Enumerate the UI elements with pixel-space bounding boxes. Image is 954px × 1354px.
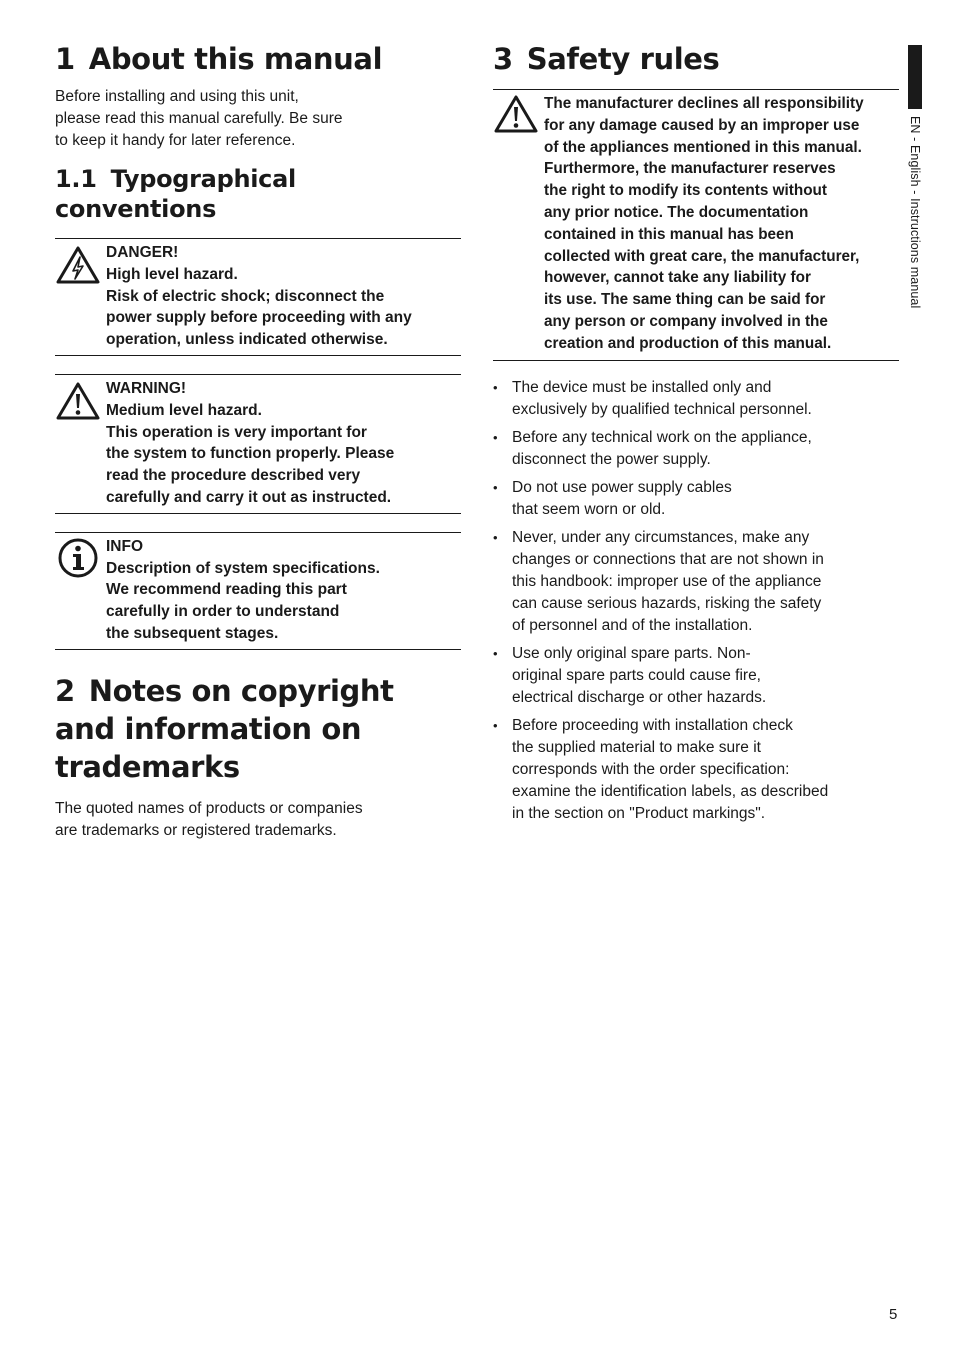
list-item-text: Use only original spare parts. Non- original spare parts could cause fire, electrical discharge or other hazards.: [512, 644, 767, 706]
section-1-intro: Before installing and using this unit, please read this manual carefully. Be sure to keep it handy for later reference.: [55, 88, 343, 149]
section-1-1-heading: [55, 164, 461, 224]
safety-disclaimer-notice: [493, 89, 899, 361]
section-3-title: Safety rules: [526, 42, 720, 76]
info-circle-icon: [56, 538, 100, 578]
right-column: [493, 40, 899, 831]
left-column: [55, 40, 461, 842]
list-item-text: The device must be installed only and exclusively by qualified technical personnel.: [512, 378, 812, 418]
safety-rules-list: [493, 377, 899, 825]
section-2-title: Notes on copyright and information on trademarks: [55, 673, 394, 784]
section-3-heading: [493, 40, 899, 78]
list-item-text: Before proceeding with installation check the supplied material to make sure it corresponds with the order specification: examine the identification labels, as described in the section on "Product markings".: [512, 716, 829, 822]
list-item-text: Do not use power supply cables that seem worn or old.: [512, 478, 732, 518]
warning-notice: [55, 374, 461, 514]
bullet-icon: •: [493, 529, 498, 545]
side-tab-marker: [908, 45, 922, 109]
info-notice: [55, 532, 461, 650]
list-item: [493, 377, 899, 421]
bullet-icon: •: [493, 379, 498, 395]
list-item: [493, 715, 899, 825]
warning-triangle-icon: [56, 381, 100, 421]
section-1-1-title: Typographical conventions: [55, 165, 296, 223]
section-1-heading: [55, 40, 461, 78]
section-1-1-number: 1.1: [55, 165, 97, 193]
info-text: INFO Description of system specifications. We recommend reading this part carefully in order to understand the subsequent stages.: [106, 537, 380, 642]
warning-triangle-icon: [494, 94, 538, 134]
bullet-icon: •: [493, 479, 498, 495]
bullet-icon: •: [493, 429, 498, 445]
page-number: 5: [889, 1306, 898, 1323]
list-item: [493, 427, 899, 471]
list-item: [493, 477, 899, 521]
danger-text: DANGER! High level hazard. Risk of electric shock; disconnect the power supply before proceeding with any operation, unless indicated otherwise.: [106, 244, 412, 349]
section-2-heading: [55, 672, 461, 786]
section-2-number: 2: [55, 673, 75, 708]
section-2-text: The quoted names of products or companies are trademarks or registered trademarks.: [55, 799, 363, 839]
warning-text: WARNING! Medium level hazard. This operation is very important for the system to function properly. Please read the procedure described very carefully and carry it out as instructed.: [106, 379, 395, 506]
list-item: [493, 527, 899, 637]
section-1-title: About this manual: [88, 42, 383, 76]
list-item-text: Before any technical work on the appliance, disconnect the power supply.: [512, 428, 812, 468]
list-item: [493, 643, 899, 709]
side-tab-label: EN - English - Instructions manual: [908, 116, 922, 309]
bullet-icon: •: [493, 645, 498, 661]
section-3-number: 3: [493, 42, 513, 76]
list-item-text: Never, under any circumstances, make any changes or connections that are not shown in this handbook: improper use of the appliance can cause serious hazards, risking the safety of personnel and of the installation.: [512, 528, 824, 634]
safety-disclaimer-text: The manufacturer declines all responsibility for any damage caused by an improper use of the appliances mentioned in this manual. Furthermore, the manufacturer reserves the right to modify its contents without any prior notice. The documentation contained in this manual has been collected with great care, the manufacturer, however, cannot take any liability for its use. The same thing can be said for any person or company involved in the creation and production of this manual.: [544, 95, 864, 352]
bullet-icon: •: [493, 717, 498, 733]
section-1-number: 1: [55, 42, 75, 76]
danger-notice: [55, 238, 461, 356]
electric-hazard-icon: [56, 245, 100, 285]
